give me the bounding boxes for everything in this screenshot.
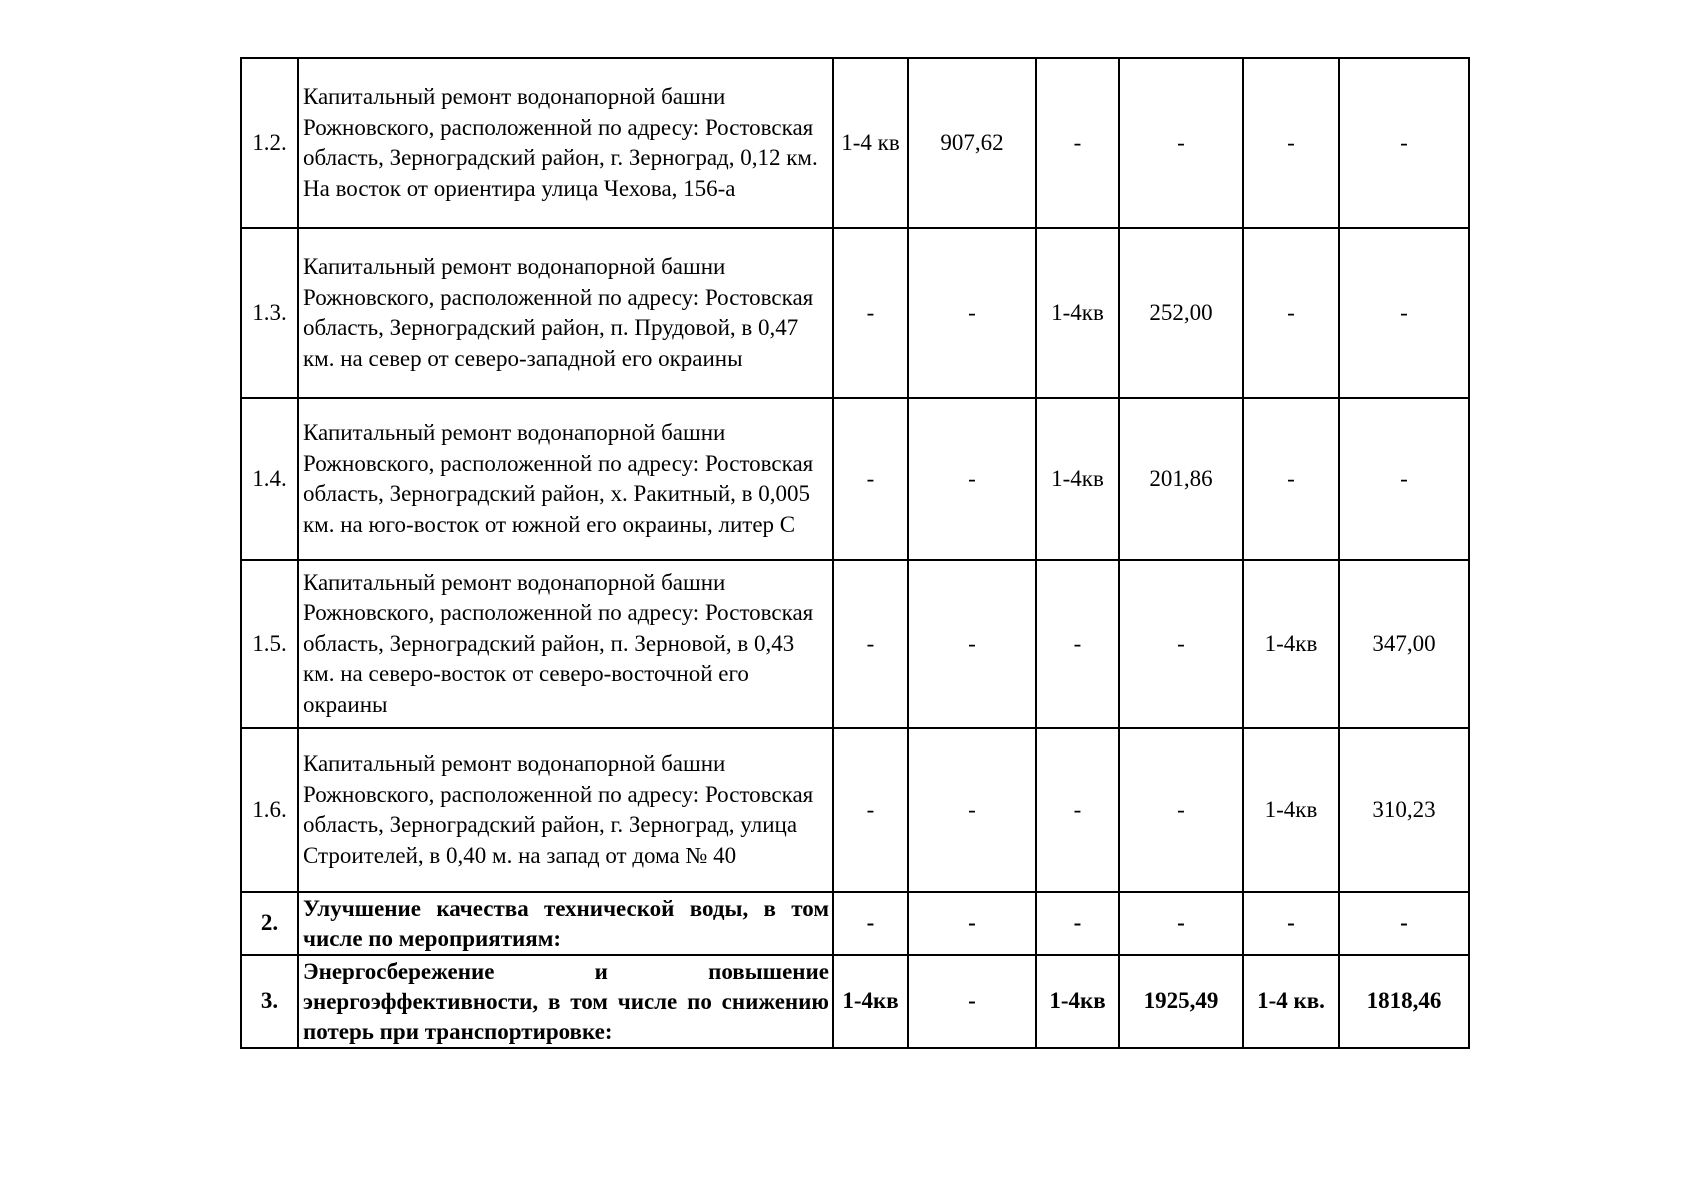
- row-number: 1.3.: [241, 228, 298, 398]
- cell-amount-3: 310,23: [1339, 728, 1469, 892]
- cell-period-2: -: [1036, 728, 1119, 892]
- row-description: Улучшение качества технической воды, в том числе по мероприятиям:: [298, 892, 833, 955]
- row-description: Капитальный ремонт водонапорной башни Рожновского, расположенной по адресу: Ростовская область, Зерноградский район, п. Прудовой, в 0,47 км. на север от северо-западной его окраины: [298, 228, 833, 398]
- cell-amount-2: 252,00: [1119, 228, 1243, 398]
- row-description: Капитальный ремонт водонапорной башни Рожновского, расположенной по адресу: Ростовская область, Зерноградский район, г. Зерноград, улица Строителей, в 0,40 м. на запад от дома № 40: [298, 728, 833, 892]
- cell-period-1: -: [833, 560, 908, 728]
- cell-period-2: -: [1036, 560, 1119, 728]
- row-number: 1.6.: [241, 728, 298, 892]
- row-description: Энергосбережение и повышение энергоэффективности, в том числе по снижению потерь при транспортировке:: [298, 955, 833, 1048]
- row-number: 1.4.: [241, 398, 298, 560]
- cell-period-1: 1-4 кв: [833, 58, 908, 228]
- row-description: Капитальный ремонт водонапорной башни Рожновского, расположенной по адресу: Ростовская область, Зерноградский район, п. Зерновой, в 0,43 км. на северо-восток от северо-восточной его окраины: [298, 560, 833, 728]
- measures-table: [240, 57, 1470, 1049]
- cell-period-2: 1-4кв: [1036, 228, 1119, 398]
- row-number: 2.: [241, 892, 298, 955]
- row-number: 1.5.: [241, 560, 298, 728]
- cell-amount-2: -: [1119, 728, 1243, 892]
- cell-amount-1: -: [908, 728, 1036, 892]
- table-row: [241, 892, 1469, 955]
- cell-amount-2: -: [1119, 560, 1243, 728]
- table-row: [241, 955, 1469, 1048]
- table-row: [241, 728, 1469, 892]
- row-number: 3.: [241, 955, 298, 1048]
- table-row: [241, 58, 1469, 228]
- cell-period-1: -: [833, 228, 908, 398]
- cell-period-1: -: [833, 728, 908, 892]
- cell-period-3: 1-4 кв.: [1243, 955, 1339, 1048]
- cell-period-2: 1-4кв: [1036, 955, 1119, 1048]
- cell-period-1: -: [833, 398, 908, 560]
- cell-amount-2: -: [1119, 892, 1243, 955]
- cell-amount-2: 1925,49: [1119, 955, 1243, 1048]
- cell-amount-3: -: [1339, 58, 1469, 228]
- cell-period-1: -: [833, 892, 908, 955]
- table-row: [241, 560, 1469, 728]
- row-number: 1.2.: [241, 58, 298, 228]
- cell-period-2: -: [1036, 58, 1119, 228]
- cell-amount-3: 347,00: [1339, 560, 1469, 728]
- cell-period-2: -: [1036, 892, 1119, 955]
- cell-amount-3: -: [1339, 228, 1469, 398]
- cell-amount-2: 201,86: [1119, 398, 1243, 560]
- cell-period-3: -: [1243, 228, 1339, 398]
- cell-period-3: -: [1243, 58, 1339, 228]
- cell-amount-1: -: [908, 228, 1036, 398]
- cell-period-1: 1-4кв: [833, 955, 908, 1048]
- table-row: [241, 398, 1469, 560]
- row-description: Капитальный ремонт водонапорной башни Рожновского, расположенной по адресу: Ростовская область, Зерноградский район, г. Зерноград, 0,12 км. На восток от ориентира улица Чехова, 156-а: [298, 58, 833, 228]
- cell-period-2: 1-4кв: [1036, 398, 1119, 560]
- cell-amount-1: -: [908, 892, 1036, 955]
- cell-amount-1: -: [908, 955, 1036, 1048]
- row-description: Капитальный ремонт водонапорной башни Рожновского, расположенной по адресу: Ростовская область, Зерноградский район, х. Ракитный, в 0,005 км. на юго-восток от южной его окраины, литер С: [298, 398, 833, 560]
- cell-period-3: 1-4кв: [1243, 560, 1339, 728]
- cell-period-3: -: [1243, 892, 1339, 955]
- cell-amount-3: 1818,46: [1339, 955, 1469, 1048]
- cell-period-3: 1-4кв: [1243, 728, 1339, 892]
- cell-amount-1: -: [908, 398, 1036, 560]
- cell-amount-2: -: [1119, 58, 1243, 228]
- cell-amount-1: -: [908, 560, 1036, 728]
- cell-amount-1: 907,62: [908, 58, 1036, 228]
- cell-period-3: -: [1243, 398, 1339, 560]
- table-row: [241, 228, 1469, 398]
- cell-amount-3: -: [1339, 892, 1469, 955]
- cell-amount-3: -: [1339, 398, 1469, 560]
